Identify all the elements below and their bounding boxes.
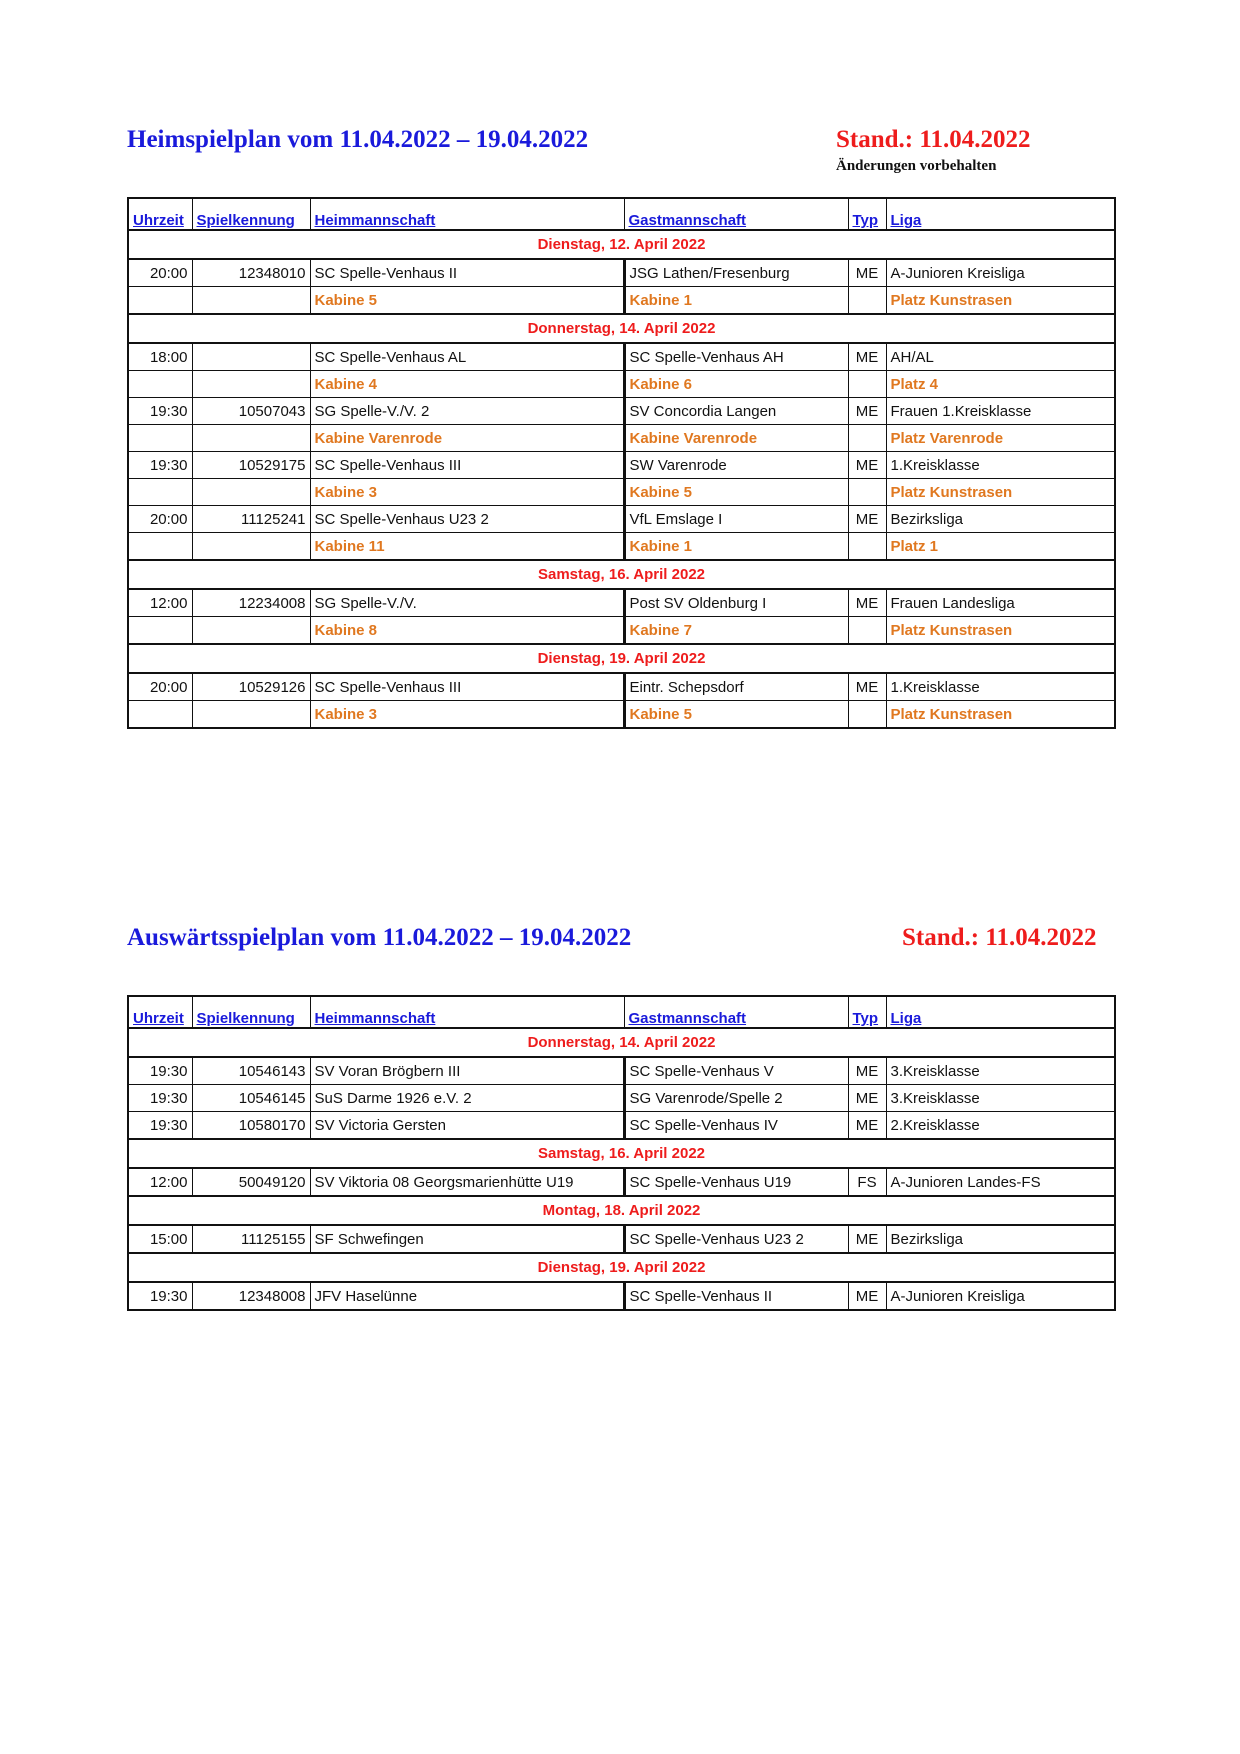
guest-kabine: Kabine Varenrode <box>624 425 848 452</box>
home-team: SV Victoria Gersten <box>310 1112 624 1140</box>
empty-cell <box>192 371 310 398</box>
game-type: ME <box>848 1085 886 1112</box>
game-time: 20:00 <box>128 506 192 533</box>
platz: Platz Kunstrasen <box>886 479 1115 506</box>
league: Frauen Landesliga <box>886 589 1115 617</box>
guest-team: JSG Lathen/Fresenburg <box>624 259 848 287</box>
home-team: SC Spelle-Venhaus III <box>310 452 624 479</box>
game-time: 12:00 <box>128 589 192 617</box>
game-time: 15:00 <box>128 1225 192 1253</box>
game-time: 18:00 <box>128 343 192 371</box>
league: A-Junioren Kreisliga <box>886 259 1115 287</box>
header-spielkennung: Spielkennung <box>192 996 310 1028</box>
locker-room-row <box>128 287 1115 315</box>
game-type: ME <box>848 452 886 479</box>
empty-cell <box>192 617 310 645</box>
empty-cell <box>192 425 310 452</box>
game-type: ME <box>848 1057 886 1085</box>
guest-team: SC Spelle-Venhaus U19 <box>624 1168 848 1196</box>
locker-room-row <box>128 617 1115 645</box>
game-id: 10507043 <box>192 398 310 425</box>
platz: Platz 1 <box>886 533 1115 561</box>
game-type: ME <box>848 1282 886 1310</box>
game-type: ME <box>848 259 886 287</box>
game-id: 10529126 <box>192 673 310 701</box>
empty-cell <box>192 701 310 729</box>
guest-team: Eintr. Schepsdorf <box>624 673 848 701</box>
game-row <box>128 452 1115 479</box>
guest-team: VfL Emslage I <box>624 506 848 533</box>
game-time: 20:00 <box>128 673 192 701</box>
game-id: 11125241 <box>192 506 310 533</box>
empty-cell <box>128 701 192 729</box>
locker-room-row <box>128 533 1115 561</box>
league: AH/AL <box>886 343 1115 371</box>
day-label: Donnerstag, 14. April 2022 <box>128 1028 1115 1057</box>
locker-room-row <box>128 479 1115 506</box>
home-team: SG Spelle-V./V. 2 <box>310 398 624 425</box>
empty-cell <box>128 287 192 315</box>
empty-cell <box>848 425 886 452</box>
league: 2.Kreisklasse <box>886 1112 1115 1140</box>
home-team: SuS Darme 1926 e.V. 2 <box>310 1085 624 1112</box>
home-kabine: Kabine 5 <box>310 287 624 315</box>
header-uhrzeit: Uhrzeit <box>128 996 192 1028</box>
day-header-row <box>128 1253 1115 1282</box>
day-header-row <box>128 644 1115 673</box>
guest-kabine: Kabine 5 <box>624 701 848 729</box>
home-team: SV Voran Brögbern III <box>310 1057 624 1085</box>
league: 3.Kreisklasse <box>886 1057 1115 1085</box>
day-label: Samstag, 16. April 2022 <box>128 560 1115 589</box>
game-id: 12348008 <box>192 1282 310 1310</box>
guest-team: SC Spelle-Venhaus IV <box>624 1112 848 1140</box>
header-typ: Typ <box>848 996 886 1028</box>
league: 1.Kreisklasse <box>886 673 1115 701</box>
league: A-Junioren Landes-FS <box>886 1168 1115 1196</box>
guest-kabine: Kabine 5 <box>624 479 848 506</box>
away-schedule-title: Auswärtsspielplan vom 11.04.2022 – 19.04.2022 <box>127 924 632 951</box>
empty-cell <box>128 479 192 506</box>
home-kabine: Kabine 8 <box>310 617 624 645</box>
home-team: SC Spelle-Venhaus U23 2 <box>310 506 624 533</box>
home-kabine: Kabine Varenrode <box>310 425 624 452</box>
day-header-row <box>128 1028 1115 1057</box>
empty-cell <box>192 287 310 315</box>
away-stand-date: Stand.: 11.04.2022 <box>902 924 1097 951</box>
home-kabine: Kabine 4 <box>310 371 624 398</box>
home-kabine: Kabine 3 <box>310 479 624 506</box>
empty-cell <box>128 533 192 561</box>
header-gastmannschaft: Gastmannschaft <box>624 996 848 1028</box>
header-liga: Liga <box>886 996 1115 1028</box>
home-team: SC Spelle-Venhaus AL <box>310 343 624 371</box>
game-id: 10580170 <box>192 1112 310 1140</box>
header-liga: Liga <box>886 198 1115 230</box>
empty-cell <box>128 617 192 645</box>
game-type: ME <box>848 343 886 371</box>
platz: Platz Kunstrasen <box>886 617 1115 645</box>
locker-room-row <box>128 425 1115 452</box>
day-header-row <box>128 230 1115 259</box>
day-header-row <box>128 560 1115 589</box>
game-time: 12:00 <box>128 1168 192 1196</box>
league: Frauen 1.Kreisklasse <box>886 398 1115 425</box>
league: Bezirksliga <box>886 506 1115 533</box>
header-uhrzeit: Uhrzeit <box>128 198 192 230</box>
guest-team: SG Varenrode/Spelle 2 <box>624 1085 848 1112</box>
guest-kabine: Kabine 1 <box>624 533 848 561</box>
empty-cell <box>192 479 310 506</box>
table-header-row <box>128 198 1115 230</box>
guest-team: SC Spelle-Venhaus II <box>624 1282 848 1310</box>
league: A-Junioren Kreisliga <box>886 1282 1115 1310</box>
game-id: 10529175 <box>192 452 310 479</box>
game-row <box>128 1112 1115 1140</box>
game-id: 10546145 <box>192 1085 310 1112</box>
empty-cell <box>848 371 886 398</box>
game-row <box>128 259 1115 287</box>
home-kabine: Kabine 11 <box>310 533 624 561</box>
game-type: ME <box>848 589 886 617</box>
game-type: ME <box>848 398 886 425</box>
day-label: Dienstag, 19. April 2022 <box>128 1253 1115 1282</box>
empty-cell <box>848 287 886 315</box>
home-team: SG Spelle-V./V. <box>310 589 624 617</box>
game-type: FS <box>848 1168 886 1196</box>
home-stand-date: Stand.: 11.04.2022 <box>836 126 1031 153</box>
platz: Platz Varenrode <box>886 425 1115 452</box>
game-row <box>128 1168 1115 1196</box>
day-label: Montag, 18. April 2022 <box>128 1196 1115 1225</box>
guest-kabine: Kabine 1 <box>624 287 848 315</box>
empty-cell <box>848 701 886 729</box>
game-row <box>128 398 1115 425</box>
home-kabine: Kabine 3 <box>310 701 624 729</box>
header-heimmannschaft: Heimmannschaft <box>310 996 624 1028</box>
league: 1.Kreisklasse <box>886 452 1115 479</box>
guest-kabine: Kabine 6 <box>624 371 848 398</box>
day-label: Dienstag, 12. April 2022 <box>128 230 1115 259</box>
game-time: 19:30 <box>128 1282 192 1310</box>
game-time: 19:30 <box>128 1085 192 1112</box>
changes-reserved-note: Änderungen vorbehalten <box>836 158 997 174</box>
table-header-row <box>128 996 1115 1028</box>
guest-kabine: Kabine 7 <box>624 617 848 645</box>
empty-cell <box>192 533 310 561</box>
game-row <box>128 1225 1115 1253</box>
guest-team: SW Varenrode <box>624 452 848 479</box>
header-heimmannschaft: Heimmannschaft <box>310 198 624 230</box>
game-row <box>128 673 1115 701</box>
game-time: 19:30 <box>128 452 192 479</box>
game-id: 12348010 <box>192 259 310 287</box>
game-type: ME <box>848 673 886 701</box>
day-label: Samstag, 16. April 2022 <box>128 1139 1115 1168</box>
away-schedule-body <box>128 1028 1115 1310</box>
guest-team: Post SV Oldenburg I <box>624 589 848 617</box>
game-time: 19:30 <box>128 1057 192 1085</box>
home-schedule-title: Heimspielplan vom 11.04.2022 – 19.04.2022 <box>127 126 589 153</box>
platz: Platz Kunstrasen <box>886 701 1115 729</box>
day-label: Dienstag, 19. April 2022 <box>128 644 1115 673</box>
game-id: 50049120 <box>192 1168 310 1196</box>
day-header-row <box>128 314 1115 343</box>
locker-room-row <box>128 701 1115 729</box>
game-time: 19:30 <box>128 1112 192 1140</box>
league: 3.Kreisklasse <box>886 1085 1115 1112</box>
away-schedule-table <box>127 995 1116 1311</box>
empty-cell <box>128 371 192 398</box>
home-team: SC Spelle-Venhaus II <box>310 259 624 287</box>
game-type: ME <box>848 506 886 533</box>
game-id: 11125155 <box>192 1225 310 1253</box>
game-row <box>128 1057 1115 1085</box>
header-typ: Typ <box>848 198 886 230</box>
game-row <box>128 343 1115 371</box>
day-header-row <box>128 1139 1115 1168</box>
home-team: SC Spelle-Venhaus III <box>310 673 624 701</box>
guest-team: SC Spelle-Venhaus V <box>624 1057 848 1085</box>
game-time: 20:00 <box>128 259 192 287</box>
header-spielkennung: Spielkennung <box>192 198 310 230</box>
game-row <box>128 589 1115 617</box>
game-id <box>192 343 310 371</box>
home-schedule-table <box>127 197 1116 729</box>
day-label: Donnerstag, 14. April 2022 <box>128 314 1115 343</box>
game-row <box>128 1085 1115 1112</box>
game-id: 12234008 <box>192 589 310 617</box>
game-type: ME <box>848 1112 886 1140</box>
empty-cell <box>848 617 886 645</box>
game-type: ME <box>848 1225 886 1253</box>
game-id: 10546143 <box>192 1057 310 1085</box>
home-team: SV Viktoria 08 Georgsmarienhütte U19 <box>310 1168 624 1196</box>
guest-team: SC Spelle-Venhaus AH <box>624 343 848 371</box>
empty-cell <box>848 479 886 506</box>
guest-team: SC Spelle-Venhaus U23 2 <box>624 1225 848 1253</box>
guest-team: SV Concordia Langen <box>624 398 848 425</box>
header-gastmannschaft: Gastmannschaft <box>624 198 848 230</box>
locker-room-row <box>128 371 1115 398</box>
empty-cell <box>128 425 192 452</box>
game-row <box>128 1282 1115 1310</box>
platz: Platz 4 <box>886 371 1115 398</box>
empty-cell <box>848 533 886 561</box>
league: Bezirksliga <box>886 1225 1115 1253</box>
home-team: JFV Haselünne <box>310 1282 624 1310</box>
home-team: SF Schwefingen <box>310 1225 624 1253</box>
game-row <box>128 506 1115 533</box>
home-schedule-body <box>128 230 1115 728</box>
day-header-row <box>128 1196 1115 1225</box>
game-time: 19:30 <box>128 398 192 425</box>
platz: Platz Kunstrasen <box>886 287 1115 315</box>
